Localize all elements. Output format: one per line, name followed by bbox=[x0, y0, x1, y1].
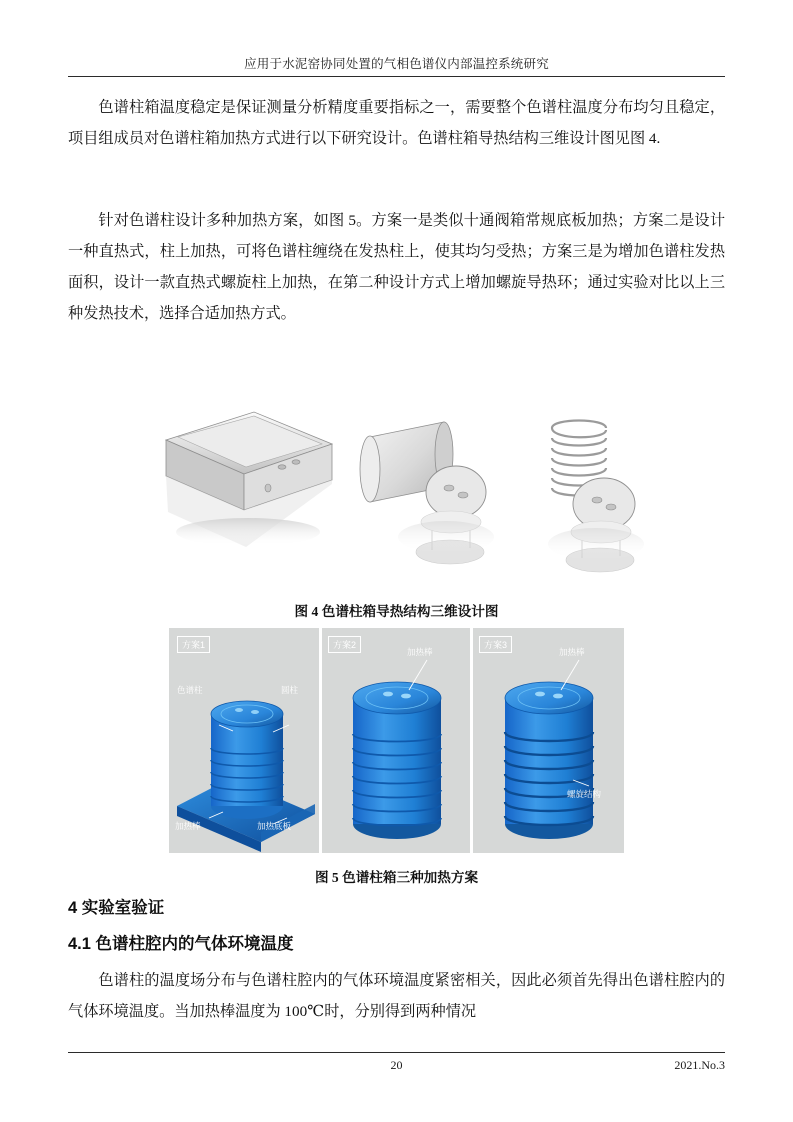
fig5-label-heating-rod-1: 加热棒 bbox=[175, 821, 201, 831]
fig5-panel-2 bbox=[322, 628, 470, 853]
fig5-label-heating-rod-3: 加热棒 bbox=[559, 647, 585, 657]
fig5-label-heating-rod-2: 加热棒 bbox=[407, 647, 433, 657]
heading-section-4: 4 实验室验证 bbox=[68, 899, 165, 917]
fig5-panel3-title: 方案3 bbox=[479, 636, 512, 653]
fig5-label-spiral-structure: 螺旋结构 bbox=[567, 789, 602, 799]
header-rule bbox=[68, 76, 725, 77]
fig5-panel1-title: 方案1 bbox=[177, 636, 210, 653]
issue-label: 2021.No.3 bbox=[674, 1058, 725, 1072]
figure-5-caption: 图 5 色谱柱箱三种加热方案 bbox=[314, 870, 479, 885]
fig5-label-heating-base-plate: 加热底板 bbox=[257, 821, 292, 831]
fig4-spiral-render bbox=[548, 421, 644, 573]
figure-5-image bbox=[169, 628, 624, 853]
paragraph-1: 色谱柱箱温度稳定是保证测量分析精度重要指标之一，需要整个色谱柱温度分布均匀且稳定，项目组成员对色谱柱箱加热方式进行以下研究设计。色谱柱箱导热结构三维设计图见图 4. bbox=[68, 99, 725, 147]
figure-4-image bbox=[156, 392, 656, 587]
paragraph-2: 针对色谱柱设计多种加热方案，如图 5。方案一是类似十通阀箱常规底板加热；方案二是设计一种直热式，柱上加热，可将色谱柱缠绕在发热柱上，使其均匀受热；方案三是为增加色谱柱发热面积，设计一款直热式螺旋柱上加热，在第二种设计方式上增加螺旋导热环；通过实验对比以上三种发热技术，选择合适加热方式。 bbox=[68, 212, 725, 322]
heading-section-4-1: 4.1 色谱柱腔内的气体环境温度 bbox=[68, 935, 294, 953]
figure-4-caption: 图 4 色谱柱箱导热结构三维设计图 bbox=[294, 604, 499, 619]
fig5-label-cylinder: 圆柱 bbox=[281, 685, 299, 695]
paragraph-3: 色谱柱的温度场分布与色谱柱腔内的气体环境温度紧密相关，因此必须首先得出色谱柱腔内的气体环境温度。当加热棒温度为 100℃时，分别得到两种情况 bbox=[68, 972, 725, 1020]
fig5-panel2-title: 方案2 bbox=[328, 636, 361, 653]
fig4-box-render bbox=[166, 412, 332, 547]
running-head: 应用于水泥窑协同处置的气相色谱仪内部温控系统研究 bbox=[244, 57, 549, 71]
page-content bbox=[68, 0, 725, 1122]
footer-rule bbox=[68, 1052, 725, 1053]
fig5-panel-3 bbox=[473, 628, 624, 853]
page-number: 20 bbox=[390, 1058, 403, 1072]
fig5-label-chromatographic-column: 色谱柱 bbox=[177, 685, 203, 695]
fig4-cylinder-render bbox=[360, 422, 494, 564]
